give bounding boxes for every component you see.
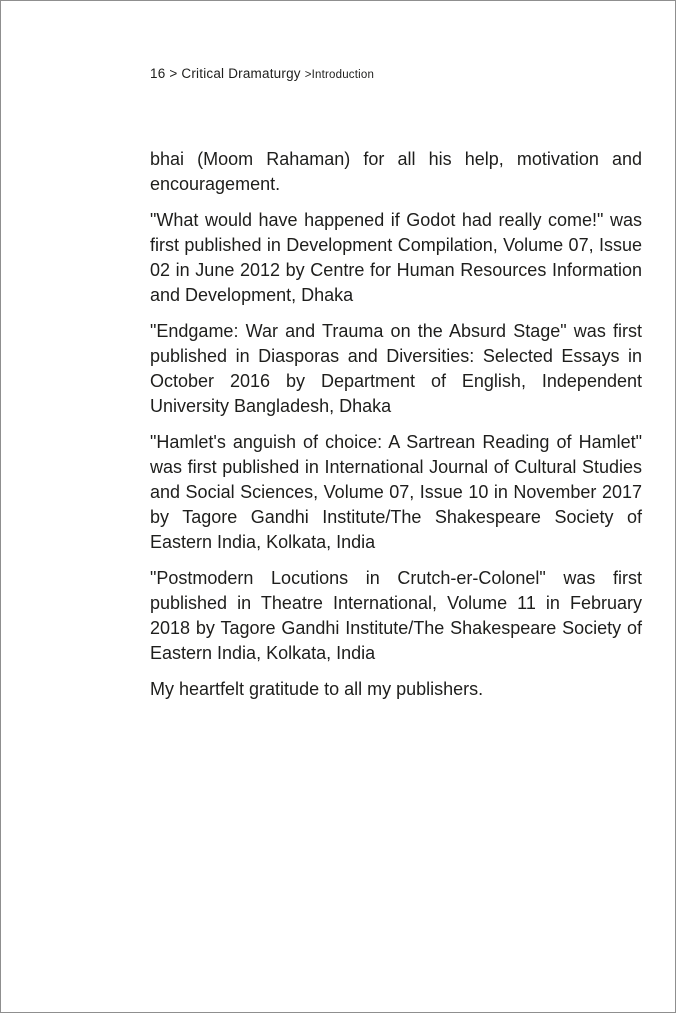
body-text-block [150,147,642,713]
body-paragraph: My heartfelt gratitude to all my publishers. [150,679,484,699]
body-paragraph: "Endgame: War and Trauma on the Absurd Stage" was first published in Diasporas and Diversities: Selected Essays in October 2016 by Department of English, Independent University Bangladesh, Dhaka [150,321,642,416]
running-header [150,66,374,81]
body-paragraph: "Postmodern Locutions in Crutch-er-Colonel" was first published in Theatre International, Volume 11 in February 2018 by Tagore Gandhi Institute/The Shakespeare Society of Eastern India, Kolkata, India [150,568,642,663]
running-header-chapter: >Introduction [304,69,375,81]
body-paragraph: "Hamlet's anguish of choice: A Sartrean Reading of Hamlet" was first published in International Journal of Cultural Studies and Social Sciences, Volume 07, Issue 10 in November 2017 by Tagore Gandhi Institute/The Shakespeare Society of Eastern India, Kolkata, India [150,432,642,552]
body-paragraph: "What would have happened if Godot had really come!" was first published in Development Compilation, Volume 07, Issue 02 in June 2012 by Centre for Human Resources Information and Development, Dhaka [150,210,642,305]
running-header-title: 16 > Critical Dramaturgy [150,66,305,81]
body-paragraph: bhai (Moom Rahaman) for all his help, motivation and encouragement. [150,149,642,194]
